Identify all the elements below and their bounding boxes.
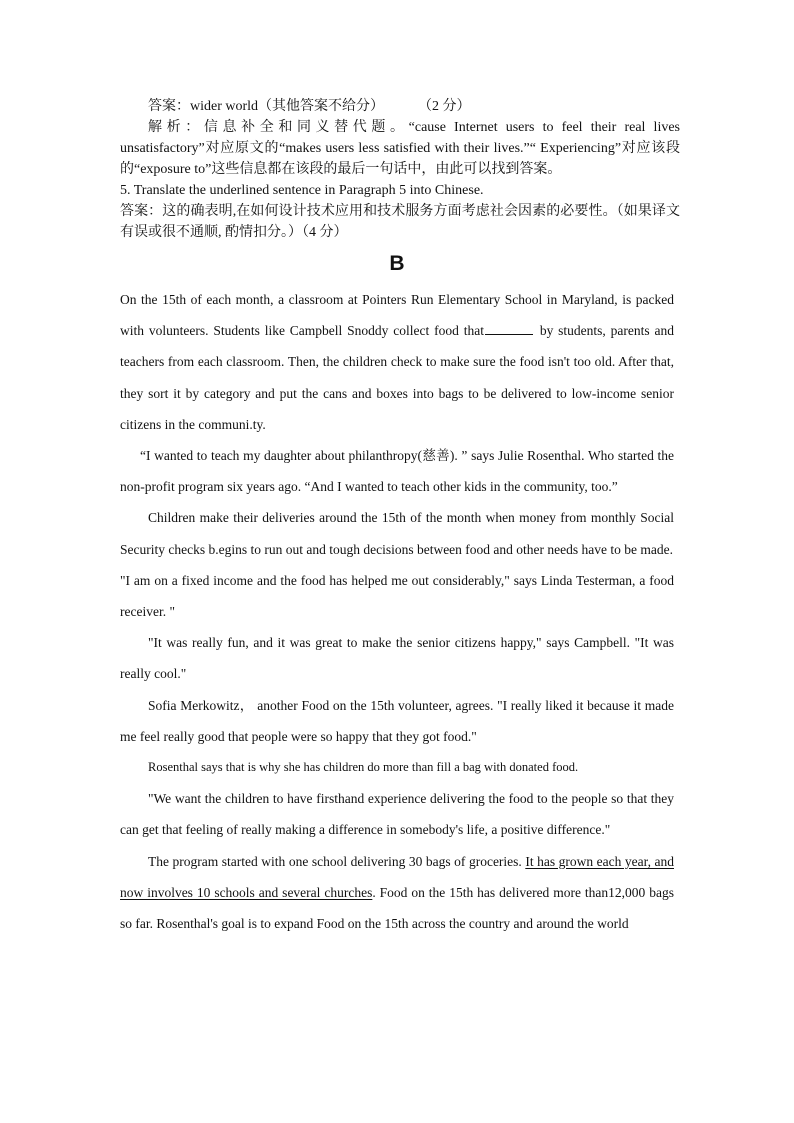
answer-line [120, 96, 680, 117]
answer-5-text: 这的确表明,在如何设计技术应用和技术服务方面考虑社会因素的必要性。（如果译文有误或很不通顺, 酌情扣分。）（4 分） [120, 204, 681, 240]
passage-paragraph-5: "It was really fun, and it was great to make the senior citizens happy," says Campbell. "It was really cool." [120, 635, 674, 682]
answer-5-label: 答案： [120, 204, 163, 219]
passage-paragraph-9 [120, 846, 674, 940]
p9-after: . Food on the 15th has delivered more than12,000 bags so far. Rosenthal's goal is to expand Food on the 15th across the country and around the world [120, 884, 674, 932]
answer-score: （2 分） [418, 99, 471, 114]
passage-paragraph-8: "We want the children to have firsthand experience delivering the food to the people so that they can get that feeling of really making a difference in somebody's life, a positive difference." [120, 791, 674, 838]
fill-in-blank [485, 322, 533, 335]
passage-paragraph-4: "I am on a fixed income and the food has helped me out considerably," says Linda Testerman, a food receiver. " [120, 572, 674, 620]
underlined-sentence: It has grown each year, and now involves 10 schools and several churches [120, 853, 674, 900]
p1-after-blank: by students, parents and teachers from each classroom. Then, the children check to make sure the food isn't too old. After that, they sort it by category and put the cans and boxes into bags to be delivered to low-income senior citizens in the communi.ty. [120, 323, 674, 432]
p1-before-blank: On the 15th of each month, a classroom at Pointers Run Elementary School in Maryland, is packed with volunteers. Students like Campbell Snoddy collect food that [120, 292, 674, 339]
passage-paragraph-7: Rosenthal says that is why she has children do more than fill a bag with donated food. [148, 760, 579, 775]
reading-passage [120, 284, 674, 939]
passage-paragraph-3: Children make their deliveries around the 15th of the month when money from monthly Social Security checks b.egins to run out and tough decisions between food and other needs have to be made. [120, 510, 674, 557]
answer-text: wider world（其他答案不给分） [190, 99, 385, 114]
analysis-text: 信息补全和同义替代题。“cause Internet users to feel their real lives unsatisfactory”对应原文的“makes users less satisfied with their lives.”“ Experiencing”对应该段的“exposure to”这些信息都在该段的最后一句话中，由此可以找到答案。 [120, 120, 681, 177]
answer-5 [120, 201, 680, 243]
analysis-label: 解析： [148, 120, 204, 135]
passage-paragraph-6: Sofia Merkowitz， another Food on the 15th volunteer, agrees. "I really liked it because it made me feel really good that people were so happy that they got food." [120, 697, 674, 744]
passage-paragraph-1 [120, 284, 674, 440]
p9-before: The program started with one school delivering 30 bags of groceries. [148, 853, 526, 869]
answer-section [120, 96, 680, 243]
analysis-paragraph [120, 117, 680, 180]
question-5: 5. Translate the underlined sentence in Paragraph 5 into Chinese. [120, 183, 484, 198]
section-title: B [389, 252, 405, 275]
answer-label: 答案： [148, 99, 190, 114]
passage-paragraph-2: “I wanted to teach my daughter about philanthropy(慈善). ” says Julie Rosenthal. Who started the non-profit program six years ago. “And I wanted to teach other kids in the community, too.” [120, 448, 674, 495]
